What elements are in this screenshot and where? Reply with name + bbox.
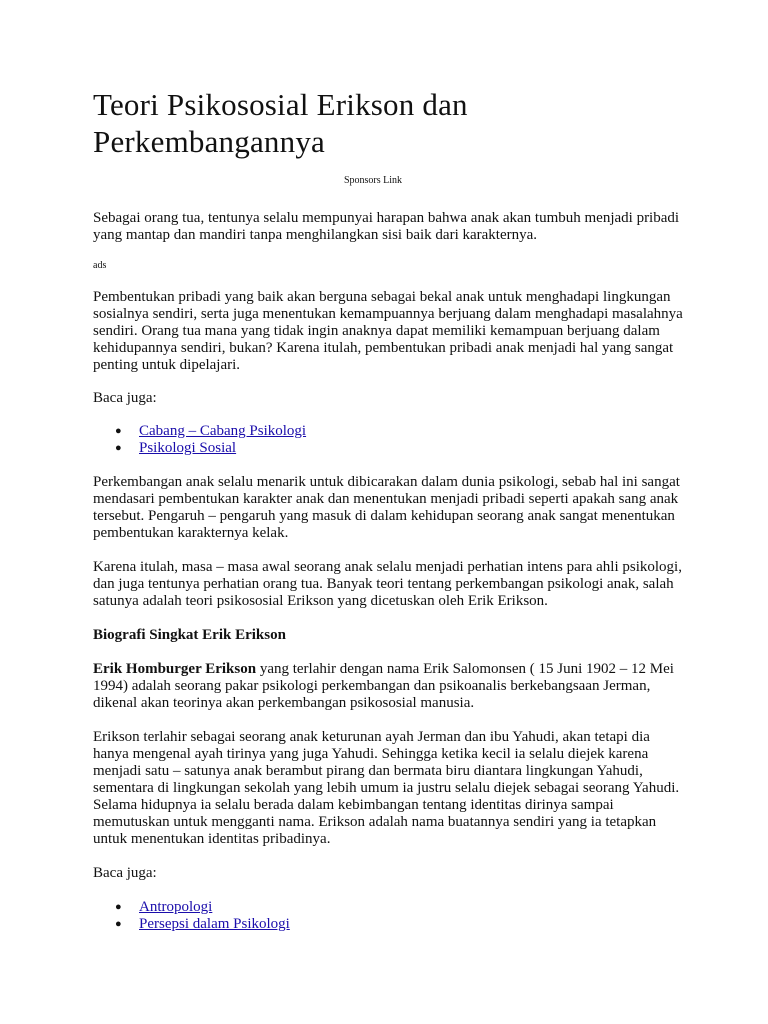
paragraph-perkembangan: Perkembangan anak selalu menarik untuk dibicarakan dalam dunia psikologi, sebab hal ini sangat mendasari pembentukan karakter anak dan menentukan menjadi pribadi seperti apakah sang anak tersebut. Pengaruh – pengaruh yang masuk di dalam kehidupan seorang anak sangat menentukan pembentukan karakternya kelak. <box>93 474 680 541</box>
link-antropologi[interactable]: Antropologi <box>139 899 213 915</box>
link-psikologi-sosial[interactable]: Psikologi Sosial <box>139 440 237 456</box>
baca-juga-label-1: Baca juga: <box>93 390 157 406</box>
bio-text: yang terlahir dengan nama Erik Salomonsen ( 15 Juni 1902 – 12 Mei 1994) adalah seorang pakar psikologi perkembangan dan psikoanalis berkebangsaan Jerman, dikenal akan teorinya akan perkembangan psikososial manusia. <box>93 661 674 711</box>
bullet-icon: ● <box>115 901 122 913</box>
list-item <box>93 899 683 916</box>
intro-paragraph: Sebagai orang tua, tentunya selalu mempunyai harapan bahwa anak akan tumbuh menjadi pribadi yang mantap dan mandiri tanpa menghilangkan sisi baik dari karakternya. <box>93 210 680 243</box>
section-heading-text: Biografi Singkat Erik Erikson <box>93 627 286 643</box>
bullet-icon: ● <box>115 442 122 454</box>
list-item <box>93 440 683 457</box>
baca-juga-label-2: Baca juga: <box>93 865 157 881</box>
section-heading <box>93 627 683 644</box>
list-item <box>93 916 683 933</box>
article <box>93 86 683 933</box>
related-links-list-2 <box>93 899 683 933</box>
paragraph-pembentukan: Pembentukan pribadi yang baik akan berguna sebagai bekal anak untuk menghadapi lingkungan sosialnya sendiri, serta juga menentukan kemampuannya berjuang dalam menghadapi masalahnya sendiri. Orang tua mana yang tidak ingin anaknya dapat memiliki kemampuan berjuang dalam kehidupannya sendiri, bukan? Karena itulah, pembentukan pribadi anak menjadi hal yang sangat penting untuk dipelajari. <box>93 289 683 373</box>
bullet-icon: ● <box>115 425 122 437</box>
bullet-icon: ● <box>115 918 122 930</box>
ads-label: ads <box>93 260 107 271</box>
list-item <box>93 423 683 440</box>
paragraph-erikson-childhood: Erikson terlahir sebagai seorang anak keturunan ayah Jerman dan ibu Yahudi, akan tetapi dia hanya mengenal ayah tirinya yang juga Yahudi. Sehingga ketika kecil ia selalu diejek karena menjadi satu – satunya anak berambut pirang dan bermata biru diantara lingkungan Yahudi, sementara di lingkungan sekolah yang lebih umum ia justru selalu diejek sebagai seorang Yahudi. Selama hidupnya ia selalu berada dalam kebimbangan tentang identitas dirinya sampai memutuskan untuk mengganti nama. Erikson adalah nama buatannya sendiri yang ia tetapkan untuk menentukan identitas pribadinya. <box>93 729 680 847</box>
related-links-list-1 <box>93 423 683 457</box>
link-cabang-psikologi[interactable]: Cabang – Cabang Psikologi <box>139 423 307 439</box>
page-title: Teori Psikososial Erikson dan Perkembangannya <box>93 87 468 159</box>
paragraph-masa-awal: Karena itulah, masa – masa awal seorang anak selalu menjadi perhatian intens para ahli psikologi, dan juga tentunya perhatian orang tua. Banyak teori tentang perkembangan psikologi anak, salah satunya adalah teori psikososial Erikson yang dicetuskan oleh Erik Erikson. <box>93 559 682 609</box>
paragraph-biography <box>93 661 683 712</box>
link-persepsi-dalam-psikologi[interactable]: Persepsi dalam Psikologi <box>139 916 290 932</box>
bio-name: Erik Homburger Erikson <box>93 661 257 677</box>
sponsors-link-label: Sponsors Link <box>343 175 403 186</box>
